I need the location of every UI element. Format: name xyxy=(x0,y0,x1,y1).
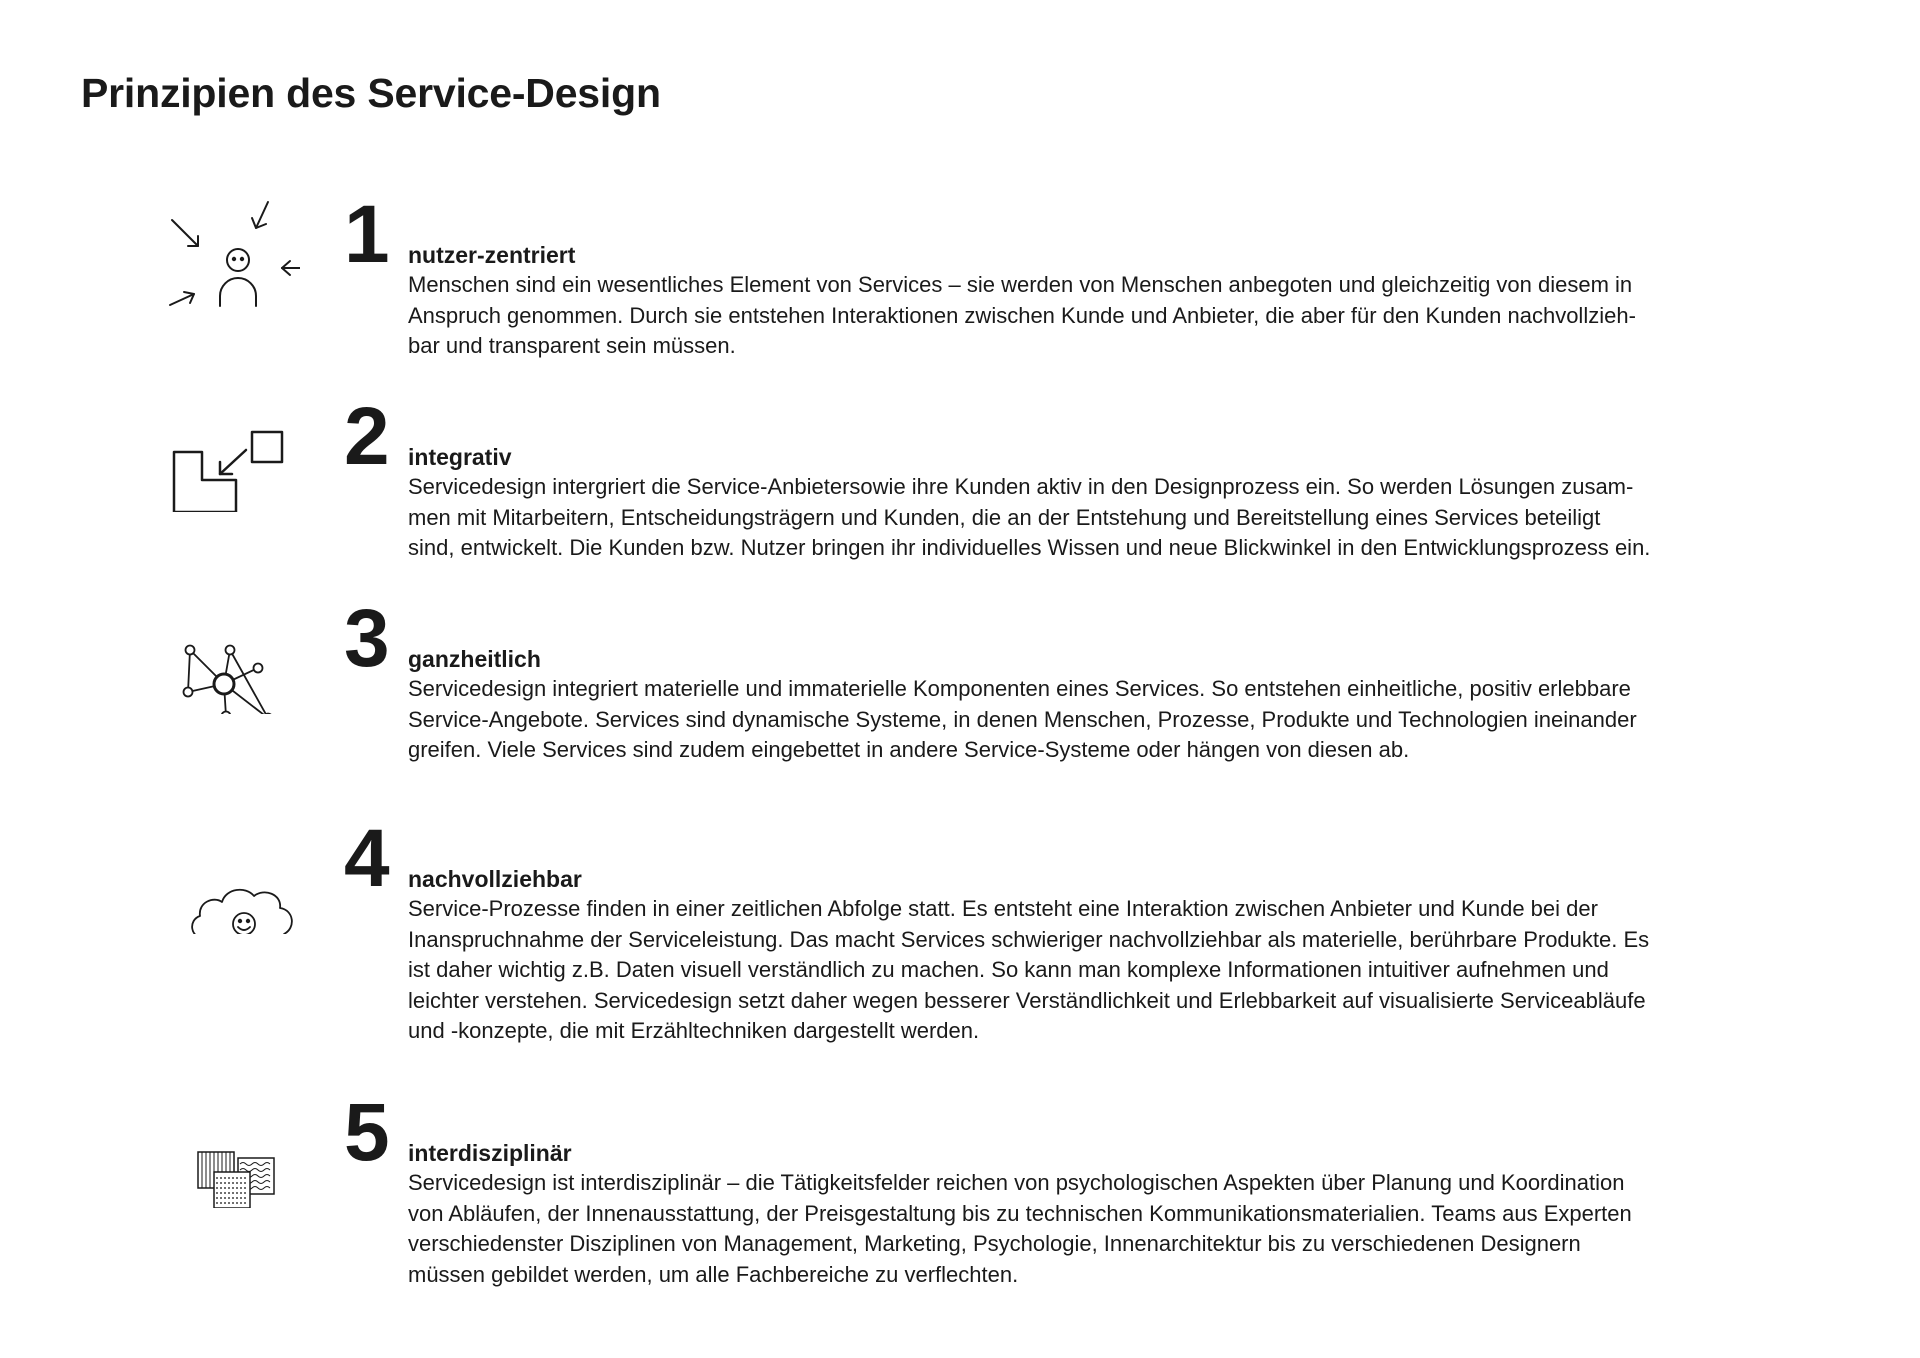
integration-squares-icon xyxy=(160,392,300,512)
principle-description: Servicedesign intergriert die Service-Anbietersowie ihre Kunden aktiv in den Designprozess ein. So werden Lösungen zusam- men mit Mitarbeitern, Entscheidungsträgern und Kunden, die an der Entstehung und Bereitstellung eines Services beteiligt sind, entwickelt. Die Kunden bzw. Nutzer bringen ihr individuelles Wissen und neue Blickwinkel in den Entwicklungsprozess ein. xyxy=(408,474,1651,560)
principle-number: 1 xyxy=(344,189,390,280)
principle-description: Servicedesign integriert materielle und immaterielle Komponenten eines Services. So entstehen einheitliche, positiv erlebbare Service-Angebote. Services sind dynamische Systeme, in denen Menschen, Prozesse, Produkte und Technologien ineinander greifen. Viele Services sind zudem eingebettet in andere Service-Systeme oder hängen von diesen ab. xyxy=(408,676,1637,762)
principle-heading: interdisziplinär xyxy=(408,1140,572,1166)
principle-number: 5 xyxy=(344,1087,390,1178)
page-title: Prinzipien des Service-Design xyxy=(81,70,661,116)
principle-description: Menschen sind ein wesentliches Element von Services – sie werden von Menschen anbegoten und gleichzeitig von diesem in Anspruch genommen. Durch sie entstehen Interaktionen zwischen Kunde und Anbieter, die aber für den Kunden nachvollzieh- bar und transparent sein müssen. xyxy=(408,272,1636,358)
principle-number: 4 xyxy=(344,813,390,904)
principle-description: Servicedesign ist interdisziplinär – die Tätigkeitsfelder reichen von psychologischen Aspekten über Planung und Koordination von Abläufen, der Innenausstattung, der Preisgestaltung bis zu technischen Kommunikationsmaterialien. Teams aus Experten verschiedenster Disziplinen von Management, Marketing, Psychologie, Innenarchitektur bis zu verschiedenen Designern müssen gebildet werden, um alle Fachbereiche zu verflechten. xyxy=(408,1170,1632,1287)
principle-number: 3 xyxy=(344,593,390,684)
network-nodes-icon xyxy=(160,594,300,714)
principle-number: 2 xyxy=(344,391,390,482)
principle-heading: nachvollziehbar xyxy=(408,866,582,892)
principle-description: Service-Prozesse finden in einer zeitlichen Abfolge statt. Es entsteht eine Interaktion zwischen Anbieter und Kunde bei der Inanspruchnahme der Serviceleistung. Das macht Services schwieriger nachvollziehbar als materielle, berührbare Produkte. Es ist daher wichtig z.B. Daten visuell verständlich zu machen. So kann man komplexe Informationen intuitiver aufnehmen und leichter verstehen. Servicedesign setzt daher wegen besserer Verständlichkeit und Erlebbarkeit auf visualisierte Serviceabläufe und -konzepte, die mit Erzähltechniken dargestellt werden. xyxy=(408,896,1650,1043)
principle-heading: integrativ xyxy=(408,444,512,470)
user-centered-icon xyxy=(160,190,300,310)
textured-squares-icon xyxy=(160,1088,300,1208)
thought-cloud-smiley-icon xyxy=(160,814,300,934)
principle-heading: ganzheitlich xyxy=(408,646,541,672)
principle-heading: nutzer-zentriert xyxy=(408,242,576,268)
